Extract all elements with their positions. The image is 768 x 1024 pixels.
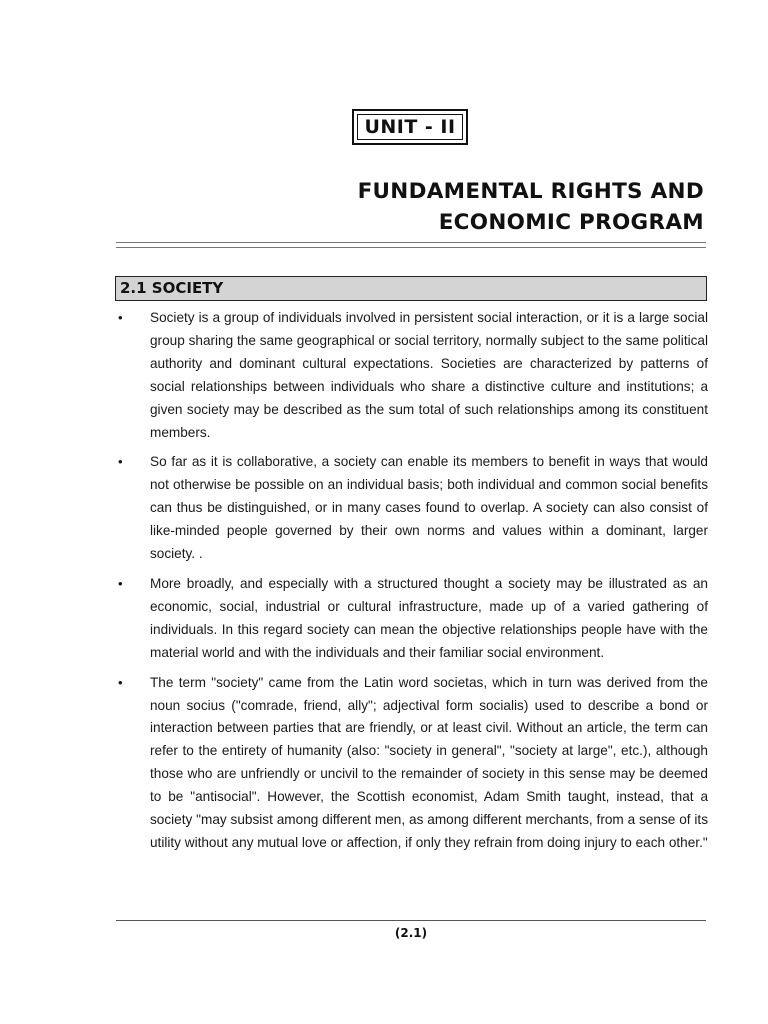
chapter-title-line-2: ECONOMIC PROGRAM xyxy=(438,210,704,235)
title-divider xyxy=(116,242,706,248)
footer-divider xyxy=(116,920,706,921)
chapter-title-line-1: FUNDAMENTAL RIGHTS AND xyxy=(357,179,704,204)
section-heading: 2.1 SOCIETY xyxy=(115,276,707,301)
bullet-icon: • xyxy=(118,454,123,470)
bullet-paragraph xyxy=(114,672,708,855)
bullet-paragraph xyxy=(114,451,708,566)
bullet-icon: • xyxy=(118,575,123,591)
bullet-paragraph xyxy=(114,573,708,665)
bullet-paragraph xyxy=(114,307,708,444)
section-body xyxy=(114,307,708,862)
bullet-icon: • xyxy=(118,310,123,325)
paragraph-text: Society is a group of individuals involved in persistent social interaction, or it is a large social group sharing the same geographical or social territory, normally subject to the same political authority and dominant cultural expectations. Societies are characterized by patterns of social relationships between individuals who share a distinctive culture and institutions; a given society may be described as the sum total of such relationships among its constituent members. xyxy=(150,310,708,440)
unit-label-box xyxy=(352,109,468,145)
bullet-icon: • xyxy=(118,674,123,690)
unit-label: UNIT - II xyxy=(364,116,456,138)
paragraph-text: The term "society" came from the Latin word societas, which in turn was derived from the noun socius ("comrade, friend, ally"; adjectival form socialis) used to describe a bond or interaction between parties that are friendly, or at least civil. Without an article, the term can refer to the entirety of humanity (also: "society in general", "society at large", etc.), although those who are unfriendly or uncivil to the remainder of society in this sense may be deemed to be "antisocial". However, the Scottish economist, Adam Smith taught, instead, that a society "may subsist among different men, as among different merchants, from a sense of its utility without any mutual love or affection, if only they refrain from doing injury to each other." xyxy=(150,674,708,850)
chapter-title xyxy=(358,176,704,238)
page-number: (2.1) xyxy=(394,926,428,940)
paragraph-text: So far as it is collaborative, a society can enable its members to benefit in ways that would not otherwise be possible on an individual basis; both individual and common social benefits can thus be distinguished, or in many cases found to overlap. A society can also consist of like-minded people governed by their own norms and values within a dominant, larger society. . xyxy=(150,454,708,562)
paragraph-text: More broadly, and especially with a structured thought a society may be illustrated as an economic, social, industrial or cultural infrastructure, made up of a varied gathering of individuals. In this regard society can mean the objective relationships people have with the material world and with the individuals and their familiar social environment. xyxy=(150,575,708,660)
